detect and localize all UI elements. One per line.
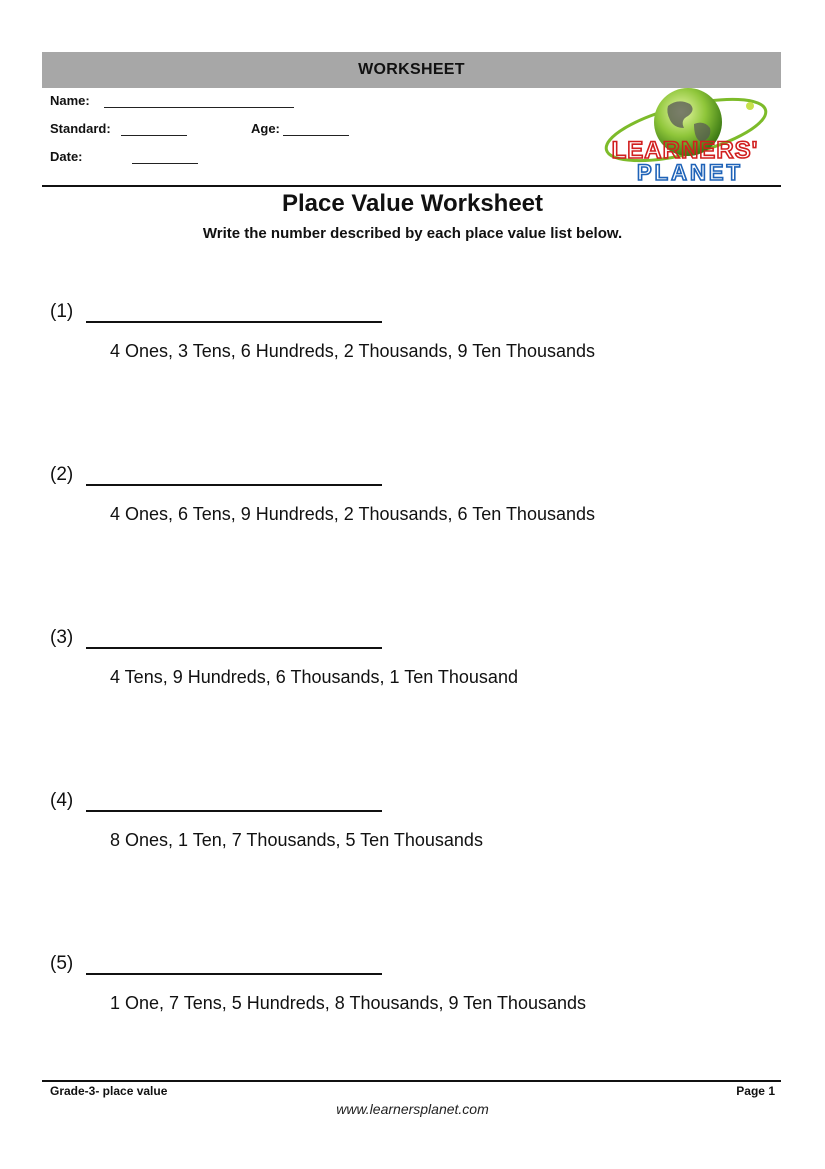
logo-line2: PLANET (637, 160, 743, 185)
footer-page-number: Page 1 (736, 1084, 775, 1098)
footer-website-link[interactable]: www.learnersplanet.com (336, 1101, 489, 1117)
name-blank[interactable] (104, 107, 294, 108)
question-number: (2) (50, 464, 74, 485)
answer-blank[interactable] (86, 321, 382, 323)
header-divider (42, 185, 781, 187)
question-number: (5) (50, 953, 74, 974)
instructions: Write the number described by each place value list below. (202, 225, 623, 242)
question-text: 1 One, 7 Tens, 5 Hundreds, 8 Thousands, 9 Ten Thousands (110, 993, 586, 1013)
answer-blank[interactable] (86, 484, 382, 486)
question-text: 4 Tens, 9 Hundreds, 6 Thousands, 1 Ten Thousand (110, 667, 518, 687)
date-blank[interactable] (132, 163, 198, 164)
date-label: Date: (50, 149, 83, 164)
globe-logo-icon (590, 86, 780, 186)
logo-line1: LEARNERS' (611, 137, 759, 164)
learners-planet-logo (590, 86, 780, 186)
age-label: Age: (251, 121, 280, 136)
question-number: (3) (50, 627, 74, 648)
standard-label: Standard: (50, 121, 111, 136)
answer-blank[interactable] (86, 973, 382, 975)
age-blank[interactable] (283, 135, 349, 136)
footer-divider (42, 1080, 781, 1082)
question-number: (4) (50, 790, 74, 811)
page-title: Place Value Worksheet (281, 190, 544, 217)
answer-blank[interactable] (86, 810, 382, 812)
name-label: Name: (50, 93, 90, 108)
question-number: (1) (50, 301, 74, 322)
answer-blank[interactable] (86, 647, 382, 649)
standard-blank[interactable] (121, 135, 187, 136)
question-text: 8 Ones, 1 Ten, 7 Thousands, 5 Ten Thousands (110, 830, 483, 850)
worksheet-banner: WORKSHEET (42, 52, 781, 88)
question-text: 4 Ones, 3 Tens, 6 Hundreds, 2 Thousands, 9 Ten Thousands (110, 341, 595, 361)
footer-grade-label: Grade-3- place value (50, 1084, 168, 1098)
question-text: 4 Ones, 6 Tens, 9 Hundreds, 2 Thousands, 6 Ten Thousands (110, 504, 595, 524)
